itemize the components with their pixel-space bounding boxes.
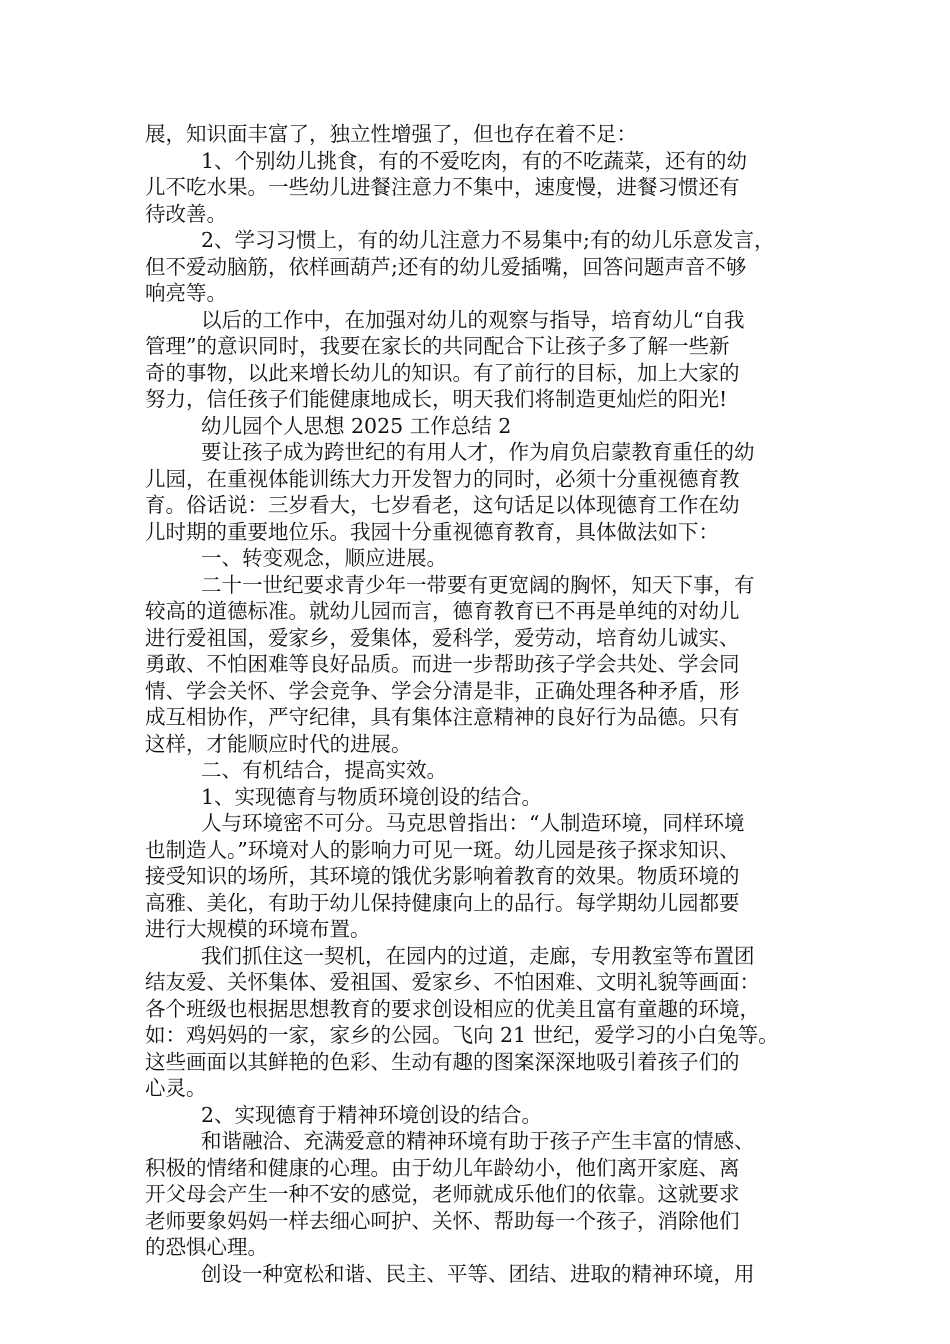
text-line: 勇敢、不怕困难等良好品质。而进一步帮助孩子学会共处、学会同	[145, 652, 740, 676]
text-line: 以后的工作中，在加强对幼儿的观察与指导，培育幼儿“自我	[201, 307, 745, 332]
text-line: 积极的情绪和健康的心理。由于幼儿年龄幼小，他们离开家庭、离	[145, 1155, 740, 1180]
text-line: 进行爱祖国，爱家乡，爱集体，爱科学，爱劳动，培育幼儿诚实、	[145, 625, 740, 650]
text-line: 一、转变观念，顺应进展。	[201, 546, 447, 570]
text-line: 创设一种宽松和谐、民主、平等、团结、进取的精神环境，用	[201, 1261, 755, 1286]
text-line: 也制造人。”环境对人的影响力可见一斑。幼儿园是孩子探求知识、	[145, 837, 740, 862]
document-body	[145, 121, 815, 1287]
text-line: 我们抓住这一契机，在园内的过道，走廊，专用教室等布置团	[201, 943, 755, 968]
text-line: 奇的事物，以此来增长幼儿的知识。有了前行的目标，加上大家的	[145, 360, 740, 385]
text-line: 高雅、美化，有助于幼儿保持健康向上的品行。每学期幼儿园都要	[145, 890, 740, 915]
text-line: 各个班级也根据思想教育的要求创设相应的优美且富有童趣的环境，	[145, 996, 760, 1021]
text-line: 进行大规模的环境布置。	[145, 917, 371, 941]
text-line: 结友爱、关怀集体、爱祖国、爱家乡、不怕困难、文明礼貌等画面：	[145, 970, 760, 994]
text-line: 这些画面以其鲜艳的色彩、生动有趣的图案深深地吸引着孩子们的	[145, 1049, 740, 1074]
text-line: 儿不吃水果。一些幼儿进餐注意力不集中，速度慢，进餐习惯还有	[145, 175, 740, 199]
text-line: 但不爱动脑筋，依样画葫芦;还有的幼儿爱插嘴，回答问题声音不够	[145, 254, 747, 279]
text-line: 这样，才能顺应时代的进展。	[145, 731, 412, 756]
text-line: 展，知识面丰富了，独立性增强了，但也存在着不足：	[145, 122, 637, 146]
text-line: 接受知识的场所，其环境的饿优劣影响着教育的效果。物质环境的	[145, 864, 740, 888]
text-line: 开父母会产生一种不安的感觉，老师就成乐他们的依靠。这就要求	[145, 1182, 740, 1206]
text-line: 心灵。	[145, 1076, 207, 1100]
text-line: 的恐惧心理。	[145, 1235, 268, 1259]
text-line: 情、学会关怀、学会竞争、学会分清是非，正确处理各种矛盾，形	[145, 678, 740, 703]
text-line: 幼儿园个人思想 2025 工作总结 2	[201, 413, 512, 438]
text-line: 育。俗话说：三岁看大，七岁看老，这句话足以体现德育工作在幼	[145, 493, 740, 517]
text-line: 老师要象妈妈一样去细心呵护、关怀、帮助每一个孩子，消除他们	[145, 1208, 740, 1233]
text-line: 如：鸡妈妈的一家，家乡的公园。飞向 21 世纪，爱学习的小白兔等。	[145, 1023, 779, 1047]
text-line: 二十一世纪要求青少年一带要有更宽阔的胸怀，知天下事，有	[201, 572, 755, 597]
text-line: 儿园，在重视体能训练大力开发智力的同时，必须十分重视德育教	[145, 466, 740, 491]
text-line: 2、实现德育于精神环境创设的结合。	[201, 1102, 543, 1127]
text-line: 1、个别幼儿挑食，有的不爱吃肉，有的不吃蔬菜，还有的幼	[201, 148, 748, 173]
text-line: 较高的道德标准。就幼儿园而言，德育教育已不再是单纯的对幼儿	[145, 599, 740, 623]
text-line: 2、学习习惯上，有的幼儿注意力不易集中;有的幼儿乐意发言，	[201, 228, 775, 252]
text-line: 要让孩子成为跨世纪的有用人才，作为肩负启蒙教育重任的幼	[201, 440, 755, 464]
text-line: 人与环境密不可分。马克思曾指出：“人制造环境，同样环境	[201, 811, 745, 835]
text-line: 努力，信任孩子们能健康地成长，明天我们将制造更灿烂的阳光!	[145, 387, 728, 411]
text-line: 管理”的意识同时，我要在家长的共同配合下让孩子多了解一些新	[145, 334, 730, 358]
text-line: 儿时期的重要地位乐。我园十分重视德育教育，具体做法如下：	[145, 519, 719, 544]
text-line: 成互相协作，严守纪律，具有集体注意精神的良好行为品德。只有	[145, 705, 740, 729]
text-line: 响亮等。	[145, 281, 227, 305]
text-line: 二、有机结合，提高实效。	[201, 758, 447, 782]
text-line: 和谐融洽、充满爱意的精神环境有助于孩子产生丰富的情感、	[201, 1129, 755, 1153]
text-line: 待改善。	[145, 201, 227, 226]
text-line: 1、实现德育与物质环境创设的结合。	[201, 784, 543, 809]
